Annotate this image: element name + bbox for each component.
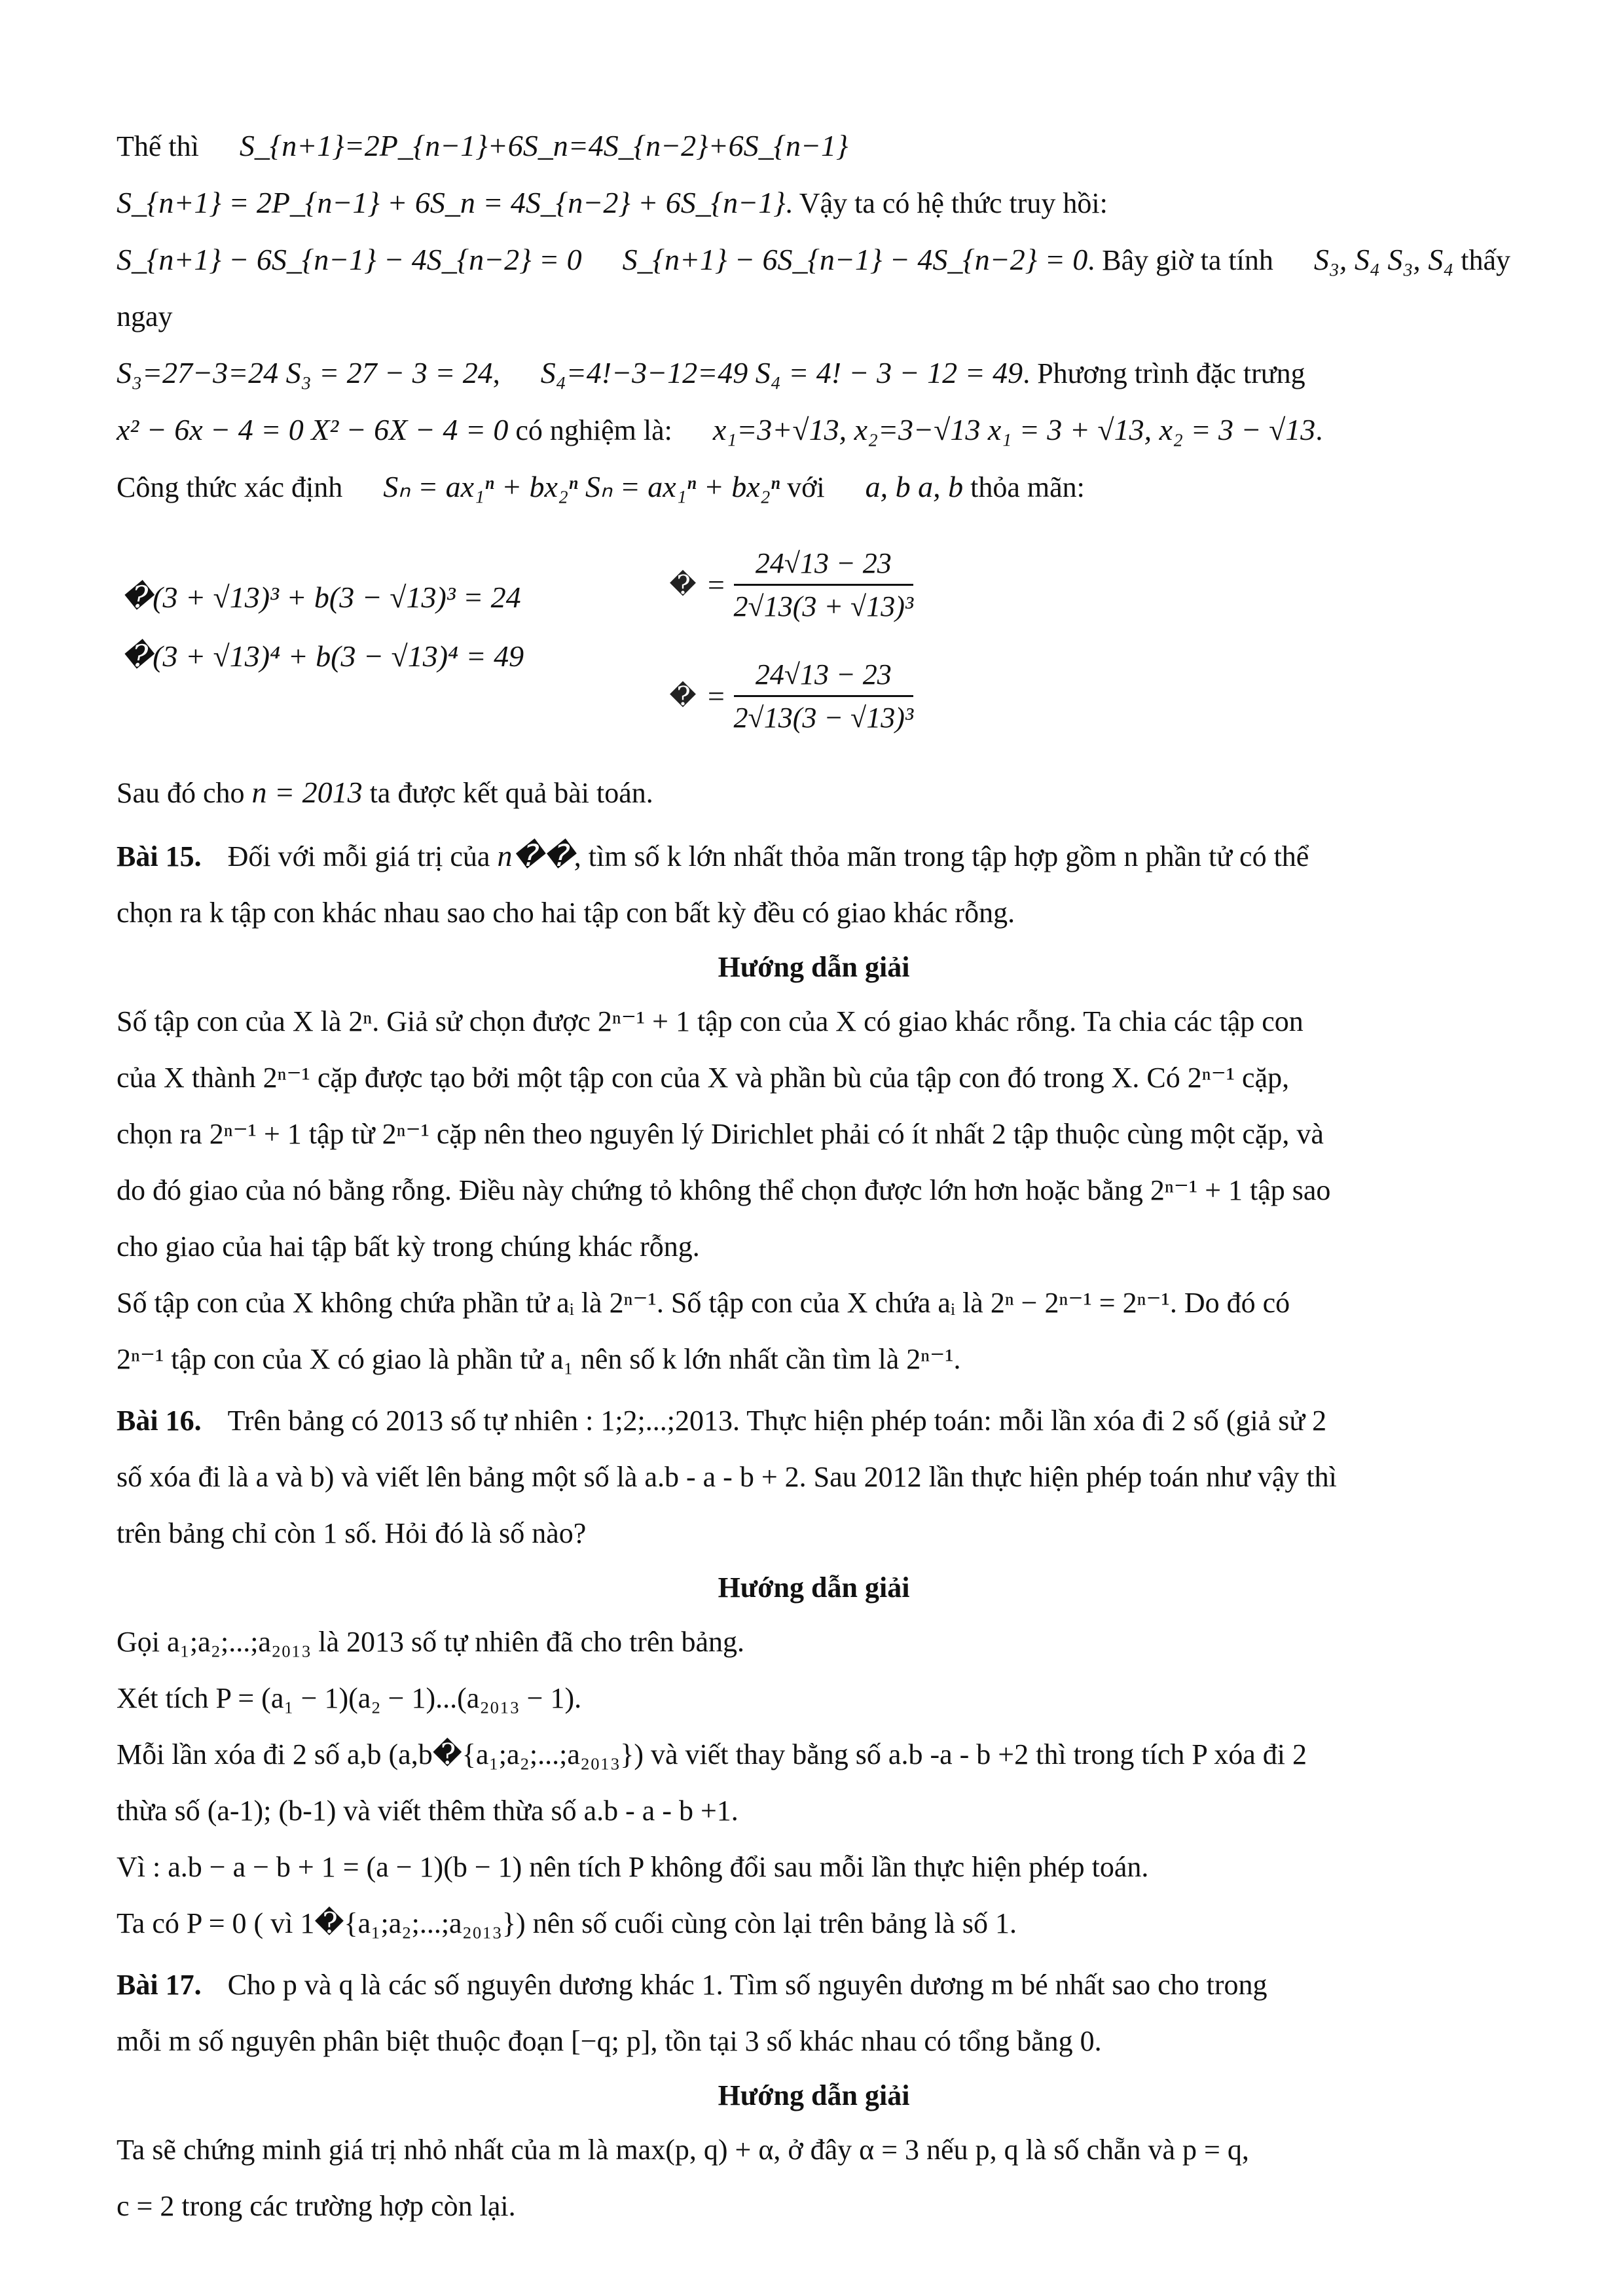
text: . Phương trình đặc trưng [1023, 357, 1305, 389]
text: . Bây giờ ta tính [1087, 244, 1273, 276]
system-equations [122, 568, 524, 686]
bai16-solution-3: Mỗi lần xóa đi 2 số a,b (a,b�{a₁;a₂;...;a₂₀₁₃}) và viết thay bằng số a.b -a - b +2 thì trong tích P xóa đi 2 [117, 1738, 1307, 1770]
formula: x² − 6x − 4 = 0 X² − 6X − 4 = 0 [117, 413, 509, 446]
intro-line-5 [117, 459, 1511, 516]
fraction-numerator: 24√13 − 23 [734, 547, 913, 586]
text: ta được kết quả bài toán. [369, 777, 653, 809]
intro-line-4 [117, 402, 1511, 459]
solution-b: � = $\frac{24√13 - 23}{\text{2√13(3 − √13)³}}$ [660, 640, 1000, 751]
text: Sau đó cho [117, 777, 245, 809]
formula: S_{n+1} − 6S_{n−1} − 4S_{n−2} = 0 [622, 243, 1088, 276]
text: Thế thì [117, 130, 199, 162]
fraction-numerator: 24√13 − 23 [734, 658, 913, 697]
bai16-solution-6: Ta có P = 0 ( vì 1�{a₁;a₂;...;a₂₀₁₃}) nên số cuối cùng còn lại trên bảng là số 1. [117, 1907, 1017, 1939]
text: . [1315, 414, 1323, 446]
fraction-a [734, 547, 913, 623]
problem-label: Bài 17. [117, 1969, 202, 2001]
text: Đối với mỗi giá trị của [227, 840, 490, 872]
bai16-solution-4: thừa số (a-1); (b-1) và viết thêm thừa số a.b - a - b +1. [117, 1795, 739, 1827]
solution-heading: Hướng dẫn giải [718, 1571, 910, 1604]
bai15-solution-7: 2ⁿ⁻¹ tập con của X có giao là phần tử a₁ nên số k lớn nhất cần tìm là 2ⁿ⁻¹. [117, 1343, 961, 1375]
system-row-2: �(3 + √13)⁴ + b(3 − √13)⁴ = 49 [122, 639, 524, 673]
text: với [787, 471, 825, 503]
text: thỏa mãn: [970, 471, 1085, 503]
fraction-denominator: 2√13(3 + √13)³ [733, 590, 914, 622]
bai16-statement-3: trên bảng chỉ còn 1 số. Hỏi đó là số nào? [117, 1517, 587, 1549]
text: Cho p và q là các số nguyên dương khác 1. Tìm số nguyên dương m bé nhất sao cho trong [227, 1969, 1267, 2001]
formula: S_{n+1}=2P_{n−1}+6S_n=4S_{n−2}+6S_{n−1} [239, 129, 848, 162]
bai16-solution-2: Xét tích P = (a₁ − 1)(a₂ − 1)...(a₂₀₁₃ − 1). [117, 1682, 582, 1714]
formula: Sₙ = ax₁ⁿ + bx₂ⁿ Sₙ = ax₁ⁿ + bx₂ⁿ [383, 470, 780, 503]
bai17-solution-1: Ta sẽ chứng minh giá trị nhỏ nhất của m là max(p, q) + α, ở đây α = 3 nếu p, q là số chẵn và p = q, [117, 2134, 1249, 2166]
formula: n = 2013 [251, 776, 363, 809]
text: Trên bảng có 2013 số tự nhiên : 1;2;...;2013. Thực hiện phép toán: mỗi lần xóa đi 2 số (giả sử 2 [227, 1405, 1327, 1437]
formula: S₄=4!−3−12=49 S₄ = 4! − 3 − 12 = 49 [540, 356, 1023, 389]
formula: S_{n+1} − 6S_{n−1} − 4S_{n−2} = 0 [117, 243, 582, 276]
formula: S₃, S₄ S₃, S₄ [1313, 243, 1454, 276]
brace-glyph: � [669, 681, 697, 711]
bai15-statement-2: chọn ra k tập con khác nhau sao cho hai tập con bất kỳ đều có giao khác rỗng. [117, 897, 1015, 929]
problem-label: Bài 15. [117, 840, 202, 872]
bai17-statement-1 [117, 1957, 1511, 2013]
intro-line-3 [117, 345, 1511, 402]
bai15-solution-1: Số tập con của X là 2ⁿ. Giả sử chọn được 2ⁿ⁻¹ + 1 tập con của X có giao khác rỗng. Ta chia các tập con [117, 1005, 1304, 1037]
intro-line-1 [117, 118, 1511, 232]
bai16-statement-2: số xóa đi là a và b) và viết lên bảng một số là a.b - a - b + 2. Sau 2012 lần thực hiện phép toán như vậy thì [117, 1461, 1337, 1493]
system-row-1: �(3 + √13)³ + b(3 − √13)³ = 24 [122, 581, 521, 614]
bai16-solution-5: Vì : a.b − a − b + 1 = (a − 1)(b − 1) nên tích P không đổi sau mỗi lần thực hiện phép toán. [117, 1851, 1149, 1883]
solution-a: � = $\frac{24√13 - 23}{\text{2√13(3 + √13)³}}$ [660, 529, 1000, 640]
problem-label: Bài 16. [117, 1405, 202, 1437]
bai16-statement-1 [117, 1393, 1511, 1449]
bai15-statement-1 [117, 828, 1511, 885]
bai17-solution-2: c = 2 trong các trường hợp còn lại. [117, 2190, 516, 2222]
equation-system [117, 529, 1511, 764]
document-page [117, 118, 1511, 2234]
fraction-denominator: 2√13(3 − √13)³ [733, 701, 914, 734]
bai15-solution-2: của X thành 2ⁿ⁻¹ cặp được tạo bởi một tập con của X và phần bù của tập con đó trong X. Có 2ⁿ⁻¹ cặp, [117, 1062, 1290, 1094]
text: Công thức xác định [117, 471, 343, 503]
fraction-b [734, 658, 913, 734]
text: , [492, 357, 500, 389]
text: thấy ngay [117, 244, 1511, 332]
formula: a, b a, b [865, 470, 964, 503]
formula: S₃=27−3=24 S₃ = 27 − 3 = 24 [117, 356, 493, 389]
bai15-solution-6: Số tập con của X không chứa phần tử aᵢ là 2ⁿ⁻¹. Số tập con của X chứa aᵢ là 2ⁿ − 2ⁿ⁻¹ = 2ⁿ⁻¹. Do đó có [117, 1287, 1290, 1319]
brace-glyph: � [669, 569, 697, 600]
formula: x₁=3+√13, x₂=3−√13 x₁ = 3 + √13, x₂ = 3 − √13 [712, 413, 1316, 446]
text: . Vậy ta có hệ thức truy hồi: [785, 187, 1108, 219]
bai16-solution-1: Gọi a₁;a₂;...;a₂₀₁₃ là 2013 số tự nhiên đã cho trên bảng. [117, 1626, 744, 1658]
system-solution [660, 529, 1000, 751]
bai15-solution-4: do đó giao của nó bằng rỗng. Điều này chứng tỏ không thể chọn được lớn hơn hoặc bằng 2ⁿ⁻¹ + 1 tập sao [117, 1174, 1331, 1206]
after-line [117, 764, 1511, 821]
bai17-statement-2: mỗi m số nguyên phân biệt thuộc đoạn [−q; p], tồn tại 3 số khác nhau có tổng bằng 0. [117, 2025, 1102, 2057]
solution-heading: Hướng dẫn giải [718, 2079, 910, 2111]
formula: S_{n+1} = 2P_{n−1} + 6S_n = 4S_{n−2} + 6S_{n−1} [117, 186, 786, 219]
text: , tìm số k lớn nhất thỏa mãn trong tập hợp gồm n phần tử có thể [574, 840, 1309, 872]
solution-heading: Hướng dẫn giải [718, 951, 910, 983]
bai15-solution-5: cho giao của hai tập bất kỳ trong chúng khác rỗng. [117, 1230, 700, 1263]
bai15-solution-3: chọn ra 2ⁿ⁻¹ + 1 tập từ 2ⁿ⁻¹ cặp nên theo nguyên lý Dirichlet phải có ít nhất 2 tập thuộc cùng một cặp, và [117, 1118, 1324, 1150]
intro-line-2 [117, 232, 1511, 345]
text: có nghiệm là: [515, 414, 672, 446]
formula: n�� [497, 839, 574, 872]
